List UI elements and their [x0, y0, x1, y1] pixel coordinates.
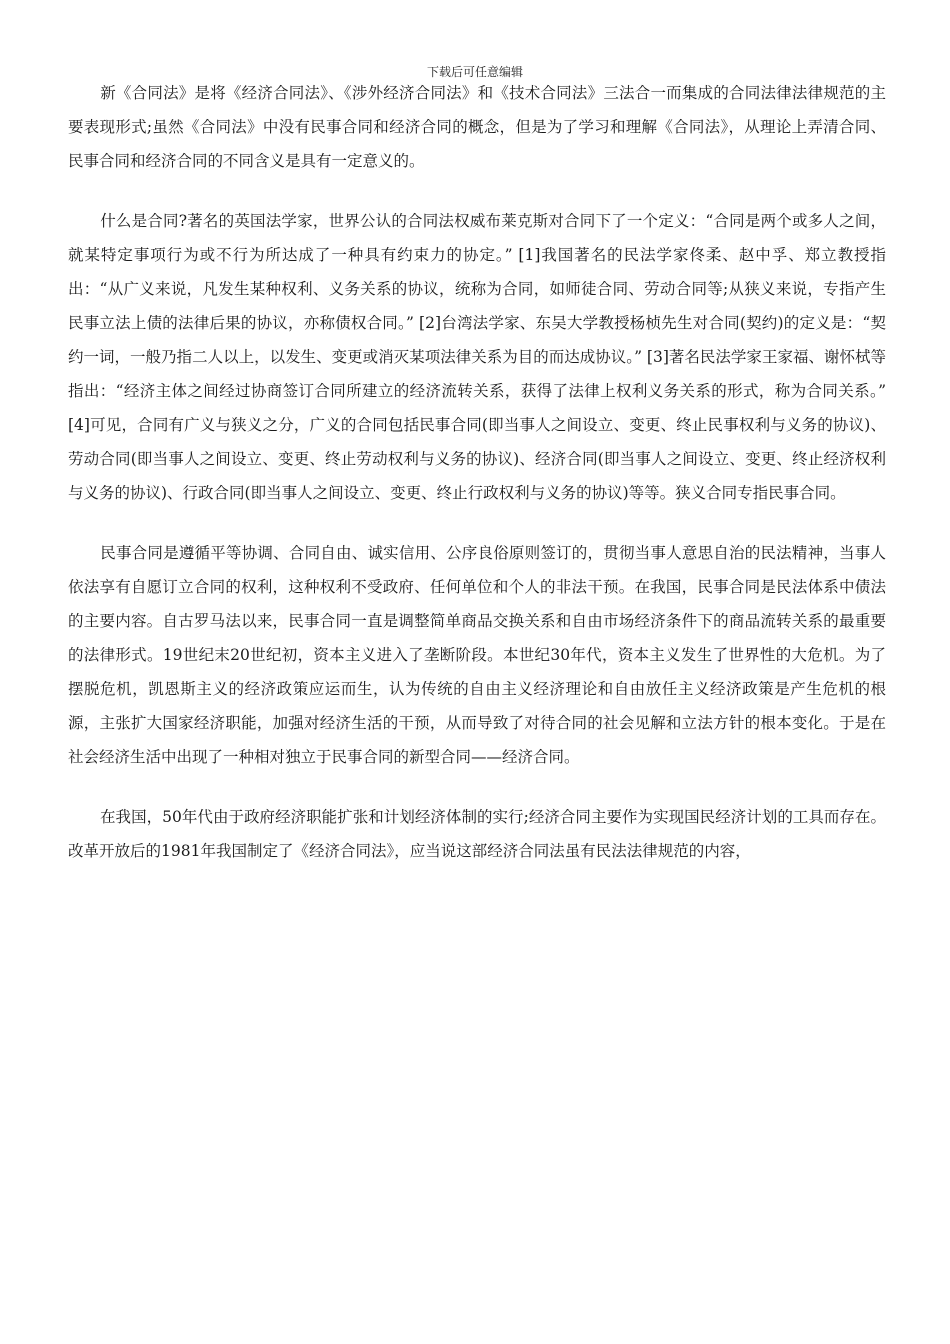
paragraph-text: 新《合同法》是将《经济合同法》、《涉外经济合同法》和《技术合同法》三法合一而集成的合同法律法律规范的主要表现形式;虽然《合同法》中没有民事合同和经济合同的概念，但是为了学习和理解《合同法》，从理论上弄清合同、民事合同和经济合同的不同含义是具有一定意义的。	[68, 84, 886, 170]
paragraph-text: 民事合同是遵循平等协调、合同自由、诚实信用、公序良俗原则签订的，贯彻当事人意思自治的民法精神，当事人依法享有自愿订立合同的权利，这种权利不受政府、任何单位和个人的非法干预。在我国，民事合同是民法体系中债法的主要内容。自古罗马法以来，民事合同一直是调整简单商品交换关系和自由市场经济条件下的商品流转关系的最重要的法律形式。19世纪末20世纪初，资本主义进入了垄断阶段。本世纪30年代，资本主义发生了世界性的大危机。为了摆脱危机，凯恩斯主义的经济政策应运而生，认为传统的自由主义经济理论和自由放任主义经济政策是产生危机的根源，主张扩大国家经济职能，加强对经济生活的干预，从而导致了对待合同的社会见解和立法方针的根本变化。于是在社会经济生活中出现了一种相对独立于民事合同的新型合同——经济合同。	[68, 544, 886, 766]
paragraph-4	[68, 800, 886, 868]
paragraph-2	[68, 204, 886, 510]
document-body	[68, 76, 886, 894]
paragraph-text: 什么是合同?著名的英国法学家，世界公认的合同法权威布莱克斯对合同下了一个定义：“合同是两个或多人之间，就某特定事项行为或不行为所达成了一种具有约束力的协定。” [1]我国著名的民法学家佟柔、赵中孚、郑立教授指出：“从广义来说，凡发生某种权利、义务关系的协议，统称为合同，如师徒合同、劳动合同等;从狭义来说，专指产生民事立法上债的法律后果的协议，亦称债权合同。” [2]台湾法学家、东吴大学教授杨桢先生对合同(契约)的定义是：“契约一词，一般乃指二人以上，以发生、变更或消灭某项法律关系为目的而达成协议。” [3]著名民法学家王家福、谢怀栻等指出：“经济主体之间经过协商签订合同所建立的经济流转关系，获得了法律上权利义务关系的形式，称为合同关系。” [4]可见，合同有广义与狭义之分，广义的合同包括民事合同(即当事人之间设立、变更、终止民事权利与义务的协议)、劳动合同(即当事人之间设立、变更、终止劳动权利与义务的协议)、经济合同(即当事人之间设立、变更、终止经济权利与义务的协议)、行政合同(即当事人之间设立、变更、终止行政权利与义务的协议)等等。狭义合同专指民事合同。	[68, 212, 886, 502]
paragraph-text: 在我国，50年代由于政府经济职能扩张和计划经济体制的实行;经济合同主要作为实现国民经济计划的工具而存在。改革开放后的1981年我国制定了《经济合同法》，应当说这部经济合同法虽有民法法律规范的内容，	[68, 808, 886, 860]
paragraph-3	[68, 536, 886, 774]
page-header: 下载后可任意编辑	[426, 65, 523, 79]
paragraph-1	[68, 76, 886, 178]
